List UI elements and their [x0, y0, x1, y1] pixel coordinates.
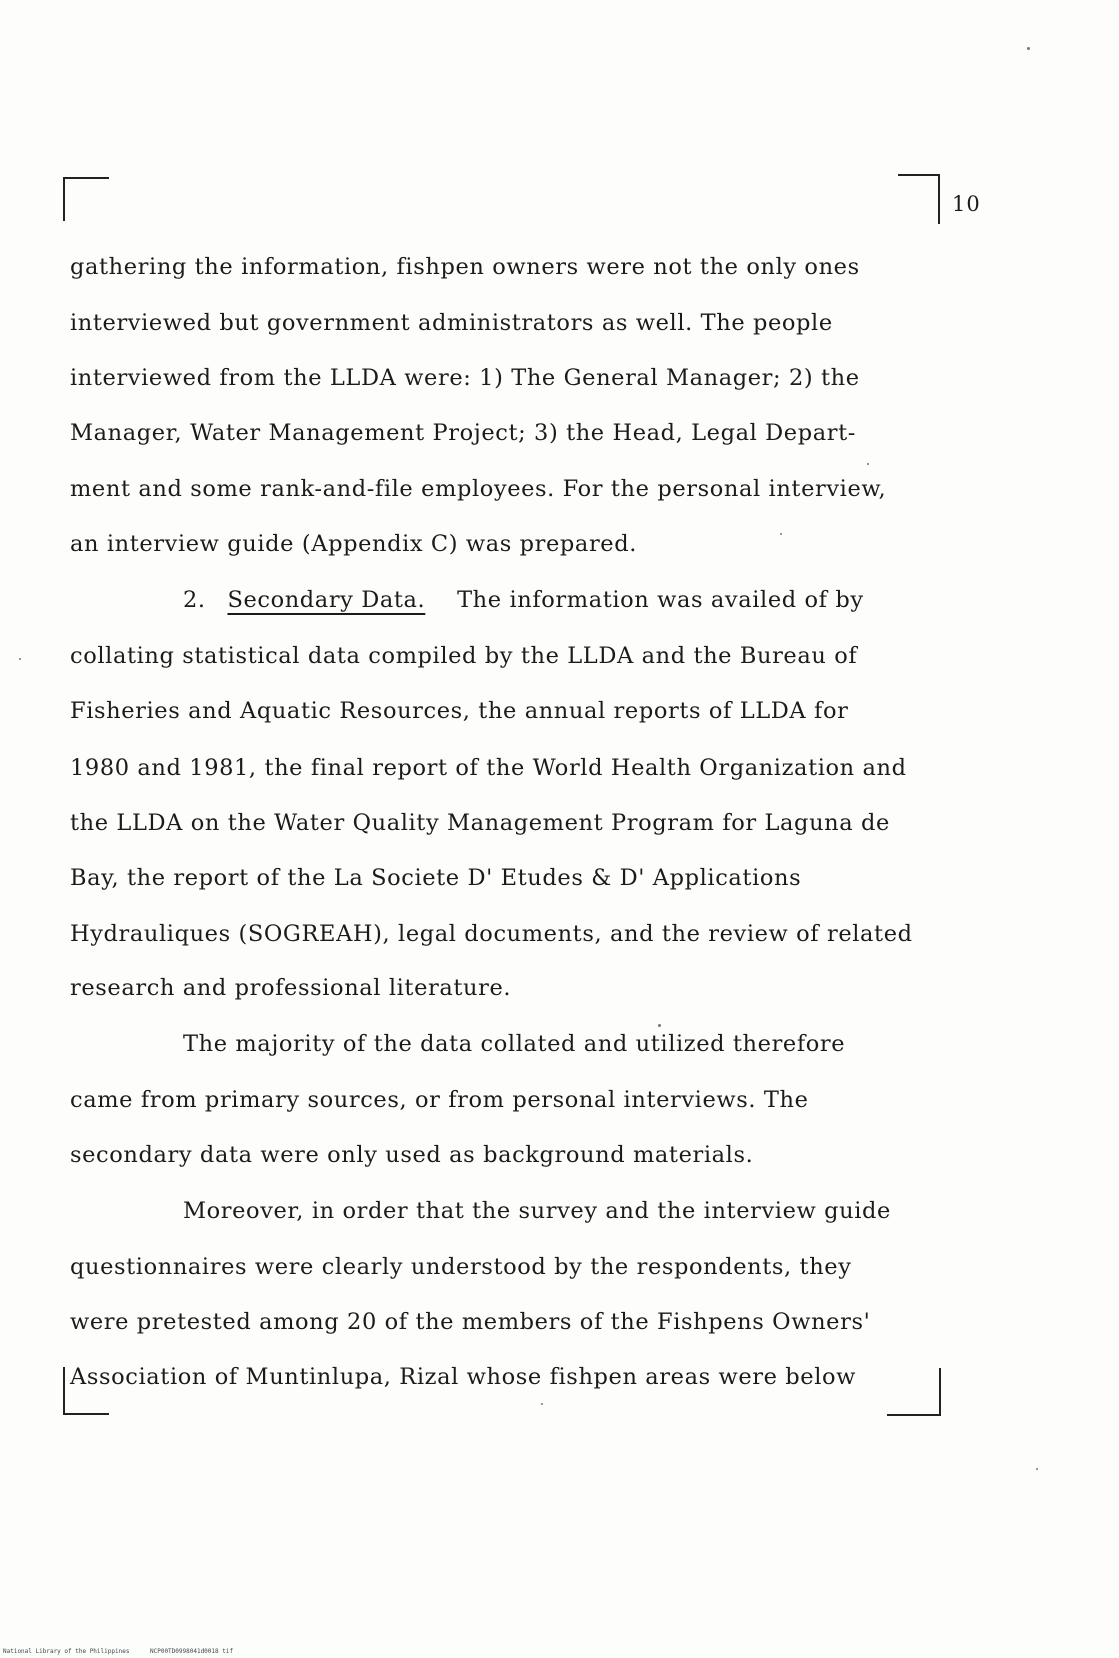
body-line: Association of Muntinlupa, Rizal whose fishpen areas were below: [70, 1364, 857, 1390]
body-line: were pretested among 20 of the members of the Fishpens Owners': [70, 1309, 871, 1335]
paragraph-first-line: Moreover, in order that the survey and the interview guide: [183, 1198, 891, 1224]
secondary-data-first-line: [183, 589, 864, 612]
scan-speck: [780, 533, 782, 535]
file-code-footer: NCP00TD0998041d0018 tif: [150, 1648, 234, 1655]
body-line: interviewed but government administrators as well. The people: [70, 310, 833, 336]
body-line: ment and some rank-and-file employees. For the personal interview,: [70, 476, 887, 502]
scan-speck: [1036, 1468, 1038, 1470]
body-line: secondary data were only used as background materials.: [70, 1142, 754, 1168]
crop-mark-top-right-h: [898, 174, 940, 176]
body-line: interviewed from the LLDA were: 1) The General Manager; 2) the: [70, 365, 860, 391]
body-line: an interview guide (Appendix C) was prepared.: [70, 531, 637, 557]
scan-speck: [541, 1403, 543, 1405]
body-line: Hydrauliques (SOGREAH), legal documents, and the review of related: [70, 921, 913, 947]
body-line: Bay, the report of the La Societe D' Etudes & D' Applications: [70, 865, 802, 891]
scan-speck: [19, 658, 21, 660]
crop-mark-bottom-right-h: [887, 1414, 941, 1416]
crop-mark-top-right-v: [938, 174, 940, 224]
body-line: Manager, Water Management Project; 3) the Head, Legal Depart-: [70, 420, 856, 446]
secondary-data-text: The information was availed of by: [457, 587, 864, 613]
crop-mark-top-left-h: [63, 177, 109, 179]
body-line: Fisheries and Aquatic Resources, the annual reports of LLDA for: [70, 698, 849, 724]
scan-speck: [658, 1024, 661, 1027]
paragraph-first-line: The majority of the data collated and utilized therefore: [183, 1031, 846, 1057]
crop-mark-bottom-right-v: [939, 1368, 941, 1416]
library-footer: National Library of the Philippines: [3, 1648, 130, 1655]
secondary-data-heading: Secondary Data.: [227, 587, 426, 613]
body-line: questionnaires were clearly understood by the respondents, they: [70, 1254, 852, 1280]
body-line: 1980 and 1981, the final report of the World Health Organization and: [70, 755, 907, 781]
body-line: collating statistical data compiled by the LLDA and the Bureau of: [70, 643, 858, 669]
scan-speck: [867, 463, 869, 465]
body-line: gathering the information, fishpen owners were not the only ones: [70, 254, 860, 280]
scan-speck: [1027, 47, 1030, 50]
crop-mark-bottom-left-h: [63, 1413, 109, 1415]
list-number: 2.: [183, 587, 206, 613]
crop-mark-bottom-left-v: [63, 1367, 65, 1414]
body-line: research and professional literature.: [70, 975, 512, 1001]
body-line: the LLDA on the Water Quality Management Program for Laguna de: [70, 810, 890, 836]
body-line: came from primary sources, or from personal interviews. The: [70, 1087, 809, 1113]
page-number: 10: [952, 192, 981, 216]
crop-mark-top-left-v: [63, 177, 65, 221]
